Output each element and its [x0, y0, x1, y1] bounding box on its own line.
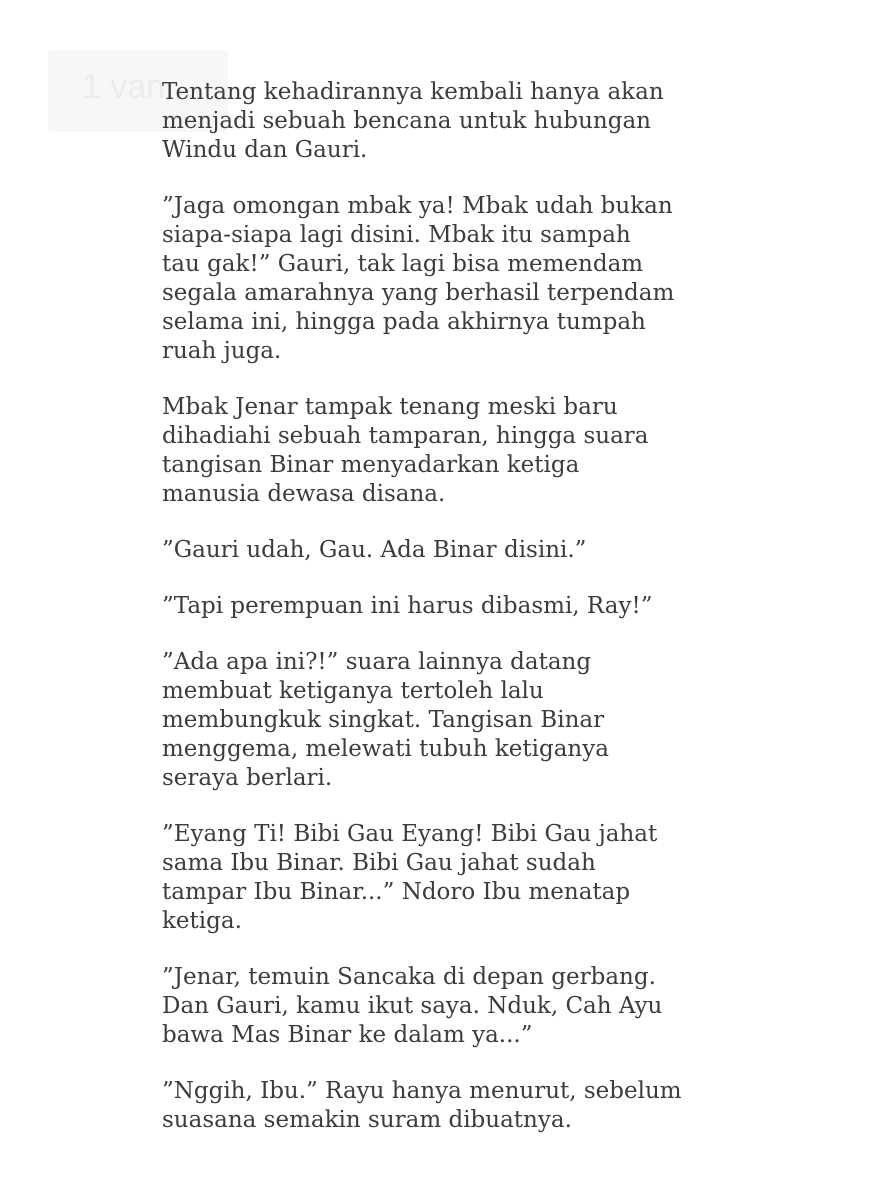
- paragraph: [162, 78, 862, 165]
- text-line: ”Eyang Ti! Bibi Gau Eyang! Bibi Gau jahat: [162, 821, 658, 847]
- text-line: sama Ibu Binar. Bibi Gau jahat sudah: [162, 850, 596, 876]
- paragraph: [162, 648, 862, 793]
- paragraph: [162, 536, 862, 565]
- text-line: dihadiahi sebuah tamparan, hingga suara: [162, 423, 649, 449]
- text-line: ruah juga.: [162, 338, 282, 364]
- paragraph: [162, 192, 862, 366]
- text-line: manusia dewasa disana.: [162, 481, 446, 507]
- text-line: tampar Ibu Binar...” Ndoro Ibu menatap: [162, 879, 631, 905]
- text-line: Mbak Jenar tampak tenang meski baru: [162, 394, 618, 420]
- text-line: Windu dan Gauri.: [162, 137, 368, 163]
- text-line: suasana semakin suram dibuatnya.: [162, 1107, 572, 1133]
- text-line: ”Ada apa ini?!” suara lainnya datang: [162, 649, 592, 675]
- text-line: menggema, melewati tubuh ketiganya: [162, 736, 609, 762]
- paragraph: [162, 393, 862, 509]
- text-line: bawa Mas Binar ke dalam ya...”: [162, 1022, 533, 1048]
- story-text: [162, 78, 862, 1162]
- text-line: siapa-siapa lagi disini. Mbak itu sampah: [162, 222, 631, 248]
- text-line: ”Jaga omongan mbak ya! Mbak udah bukan: [162, 193, 673, 219]
- paragraph: [162, 820, 862, 936]
- text-line: selama ini, hingga pada akhirnya tumpah: [162, 309, 646, 335]
- text-line: ”Jenar, temuin Sancaka di depan gerbang.: [162, 964, 656, 990]
- text-line: seraya berlari.: [162, 765, 333, 791]
- text-line: membungkuk singkat. Tangisan Binar: [162, 707, 605, 733]
- text-line: ”Nggih, Ibu.” Rayu hanya menurut, sebelum: [162, 1078, 682, 1104]
- text-line: ”Gauri udah, Gau. Ada Binar disini.”: [162, 537, 587, 563]
- text-line: ”Tapi perempuan ini harus dibasmi, Ray!”: [162, 593, 653, 619]
- text-line: tangisan Binar menyadarkan ketiga: [162, 452, 580, 478]
- text-line: menjadi sebuah bencana untuk hubungan: [162, 108, 651, 134]
- faded-badge-text: 1 van...: [82, 68, 194, 106]
- text-line: tau gak!” Gauri, tak lagi bisa memendam: [162, 251, 644, 277]
- text-line: Tentang kehadirannya kembali hanya akan: [162, 79, 664, 105]
- text-line: Dan Gauri, kamu ikut saya. Nduk, Cah Ayu: [162, 993, 663, 1019]
- paragraph: [162, 963, 862, 1050]
- text-line: ketiga.: [162, 908, 242, 934]
- paragraph: [162, 1077, 862, 1135]
- text-line: segala amarahnya yang berhasil terpendam: [162, 280, 675, 306]
- paragraph: [162, 592, 862, 621]
- text-line: membuat ketiganya tertoleh lalu: [162, 678, 544, 704]
